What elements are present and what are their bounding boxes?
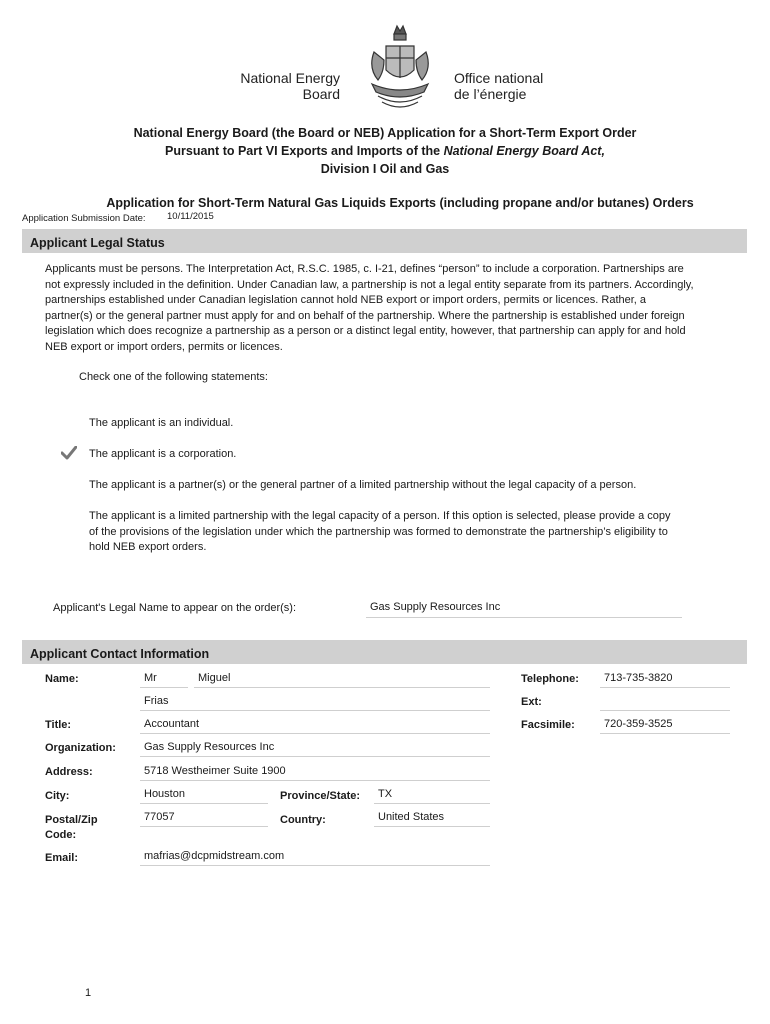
- postal-label: [45, 813, 98, 843]
- email-field[interactable]: mafrias@dcpmidstream.com: [144, 850, 285, 862]
- legal-name-label: Applicant's Legal Name to appear on the order(s):: [53, 602, 297, 614]
- form-title-line2-text: Pursuant to Part VI Exports and Imports of the: [165, 144, 444, 158]
- last-name-underline: [140, 710, 490, 711]
- city-label: City:: [45, 790, 70, 802]
- form-subtitle: Application for Short-Term Natural Gas Liquids Exports (including propane and/or butanes) Orders: [106, 196, 694, 210]
- city-field[interactable]: Houston: [144, 788, 185, 800]
- section-header-contact: Applicant Contact Information: [22, 640, 747, 664]
- check-instruction: Check one of the following statements:: [79, 371, 268, 383]
- option-partner[interactable]: The applicant is a partner(s) or the general partner of a limited partnership without the legal capacity of a person.: [89, 479, 637, 491]
- organization-underline: [140, 756, 490, 757]
- title-field[interactable]: Accountant: [144, 718, 200, 730]
- submission-date-value: 10/11/2015: [167, 211, 214, 222]
- org-name-french-line2: de l’énergie: [454, 86, 527, 102]
- postal-underline: [140, 826, 268, 827]
- province-field[interactable]: TX: [378, 788, 393, 800]
- page-number: 1: [85, 987, 92, 999]
- email-label: Email:: [45, 852, 79, 864]
- postal-label-line2: Code:: [45, 829, 77, 841]
- city-underline: [140, 803, 268, 804]
- organization-field[interactable]: Gas Supply Resources Inc: [144, 741, 275, 753]
- option-individual[interactable]: The applicant is an individual.: [89, 417, 234, 429]
- salutation-field[interactable]: Mr: [144, 672, 157, 684]
- title-label: Title:: [45, 719, 72, 731]
- country-label: Country:: [280, 814, 326, 826]
- form-title-line2: [110, 144, 660, 158]
- act-name: National Energy Board Act,: [443, 144, 605, 158]
- telephone-label: Telephone:: [521, 673, 579, 685]
- first-name-underline: [194, 687, 490, 688]
- telephone-underline: [600, 687, 730, 688]
- telephone-field[interactable]: 713-735-3820: [604, 672, 673, 684]
- email-underline: [140, 865, 490, 866]
- postal-label-line1: Postal/Zip: [45, 814, 98, 826]
- submission-date-label: Application Submission Date:: [22, 213, 146, 224]
- facsimile-underline: [600, 733, 730, 734]
- form-title-line3: Division I Oil and Gas: [320, 162, 450, 176]
- org-name-english: [236, 70, 340, 102]
- address-label: Address:: [45, 766, 93, 778]
- org-name-english-line1: National Energy: [240, 70, 340, 86]
- ext-label: Ext:: [521, 696, 542, 708]
- checkmark-icon: [61, 446, 77, 460]
- org-name-french-line1: Office national: [454, 70, 544, 86]
- country-field[interactable]: United States: [378, 811, 445, 823]
- legal-name-underline: [366, 617, 682, 618]
- address-field[interactable]: 5718 Westheimer Suite 1900: [144, 765, 286, 777]
- org-name-french: [454, 70, 543, 102]
- section-header-legal-status: Applicant Legal Status: [22, 229, 747, 253]
- form-title-line1: National Energy Board (the Board or NEB) Application for a Short-Term Export Order: [133, 126, 637, 140]
- title-underline: [140, 733, 490, 734]
- postal-field[interactable]: 77057: [144, 811, 175, 823]
- address-underline: [140, 780, 490, 781]
- legal-name-value[interactable]: Gas Supply Resources Inc: [370, 601, 501, 613]
- first-name-field[interactable]: Miguel: [198, 672, 231, 684]
- facsimile-label: Facsimile:: [521, 719, 575, 731]
- option-limited-partnership[interactable]: The applicant is a limited partnership with the legal capacity of a person. If this option is selected, please provide a copy of the provisions of the legislation under which the partnership was formed to demonstrate the partnership’s eligibility to hold NEB export orders.: [89, 510, 671, 554]
- salutation-underline: [140, 687, 188, 688]
- coat-of-arms-icon: [364, 22, 436, 114]
- name-label: Name:: [45, 673, 79, 685]
- organization-label: Organization:: [45, 742, 116, 754]
- country-underline: [374, 826, 490, 827]
- facsimile-field[interactable]: 720-359-3525: [604, 718, 673, 730]
- ext-underline: [600, 710, 730, 711]
- org-name-english-line2: Board: [302, 86, 340, 102]
- option-corporation[interactable]: The applicant is a corporation.: [89, 448, 237, 460]
- last-name-field[interactable]: Frias: [144, 695, 169, 707]
- province-label: Province/State:: [280, 790, 361, 802]
- province-underline: [374, 803, 490, 804]
- legal-status-paragraph: Applicants must be persons. The Interpretation Act, R.S.C. 1985, c. I-21, defines “person” to include a corporation. Partnerships are not expressly included in the definition. Under Canadian law, a partnership is not a legal entity separate from its partners. Accordingly, partnerships established under Canadian legislation cannot hold NEB export or import orders, permits or licences. Rather, a partner(s) or the general partner must apply for and on behalf of the partnership. Where the partnership is established under foreign legislation which does recognize a partnership as a person or a distinct legal entity, however, that partnership can apply for and hold NEB export or import orders, permits or licences.: [45, 263, 694, 353]
